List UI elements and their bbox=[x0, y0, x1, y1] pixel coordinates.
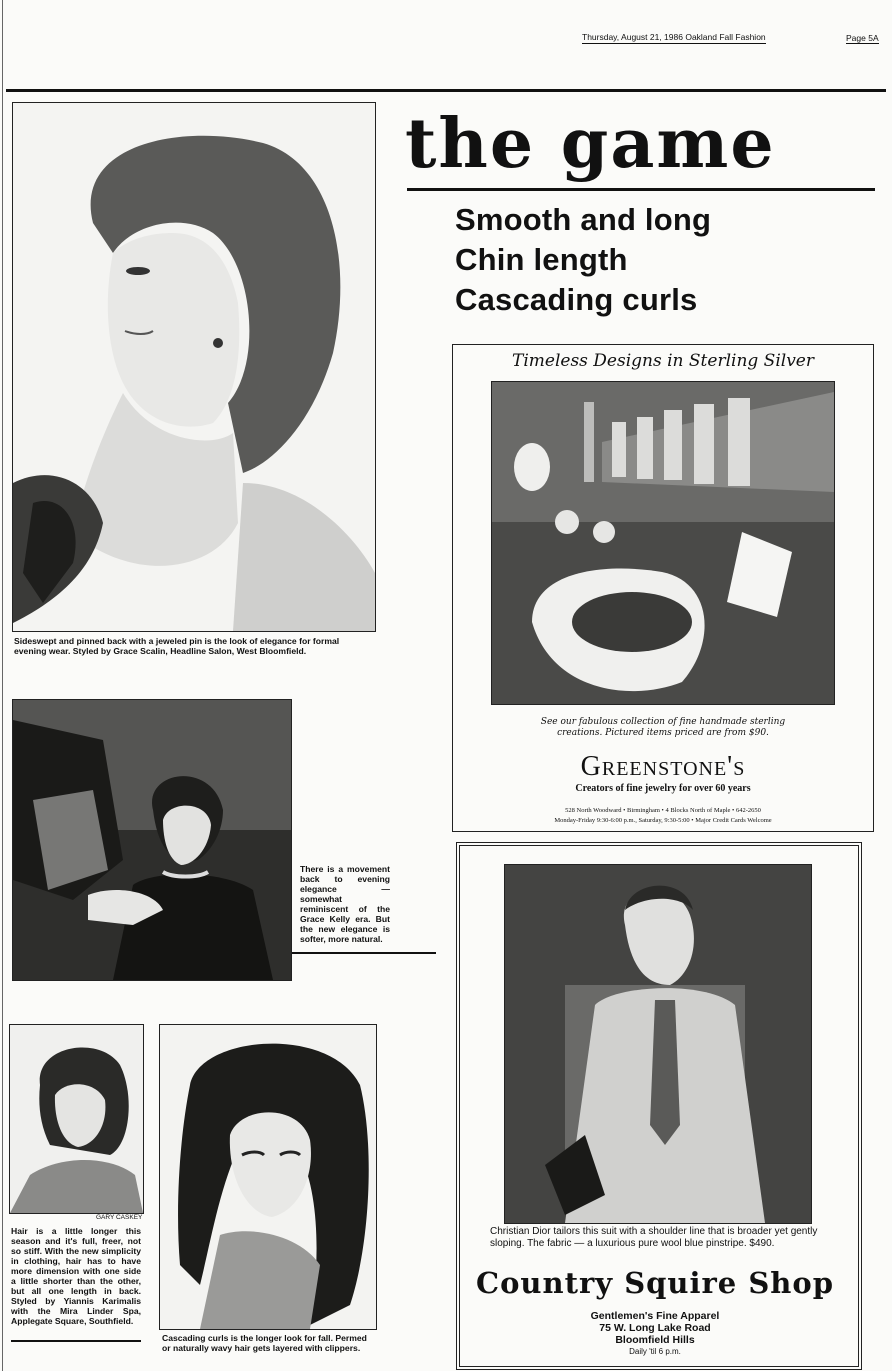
dateline: Thursday, August 21, 1986 Oakland Fall Fashion bbox=[582, 32, 766, 42]
silver-jewelry-photo bbox=[491, 381, 835, 705]
section-title: the game bbox=[405, 104, 776, 184]
country-squire-line3: Bloomfield Hills bbox=[615, 1334, 695, 1346]
country-squire-ad bbox=[456, 842, 862, 1370]
country-squire-brand: Country Squire Shop bbox=[475, 1266, 834, 1300]
photo-credit: GARY CASKEY bbox=[96, 1214, 143, 1221]
country-squire-line2: 75 W. Long Lake Road bbox=[599, 1322, 711, 1334]
headline-list bbox=[455, 200, 855, 320]
curls-photo bbox=[159, 1024, 377, 1330]
headline-3: Cascading curls bbox=[455, 282, 698, 317]
middle-caption-rule bbox=[292, 952, 436, 954]
header-rule bbox=[6, 89, 886, 92]
elegance-photo bbox=[12, 699, 292, 981]
left-margin-rule bbox=[2, 0, 3, 1371]
title-rule bbox=[407, 188, 875, 191]
curls-photo-caption: Cascading curls is the longer look for fall. Permed or naturally wavy hair gets layered with clippers. bbox=[162, 1333, 367, 1353]
middle-photo-caption: There is a movement back to evening elegance — somewhat reminiscent of the Grace Kelly era. But the new elegance is softer, more natural. bbox=[300, 864, 390, 944]
greenstones-address: 528 North Woodward • Birmingham • 4 Blocks North of Maple • 642-2650 bbox=[565, 807, 761, 814]
country-squire-copy: Christian Dior tailors this suit with a shoulder line that is broader yet gently sloping. The fabric — a luxurious pure wool blue pinstripe. $490. bbox=[490, 1226, 818, 1249]
bob-photo-caption: Hair is a little longer this season and it's full, freer, not so stiff. With the new simplicity in clothing, hair has to have more dimension with one side a little shorter than the other, but all one length in back. Styled by Yiannis Karimalis with the Mira Linder Spa, Applegate Square, Southfield. bbox=[11, 1226, 141, 1326]
headline-2: Chin length bbox=[455, 242, 628, 277]
main-photo-caption: Sideswept and pinned back with a jeweled pin is the look of elegance for formal evening wear. Styled by Grace Scalin, Headline Salon, West Bloomfield. bbox=[14, 636, 340, 656]
bob-caption-rule bbox=[11, 1340, 141, 1342]
greenstones-hours: Monday-Friday 9:30-6:00 p.m., Saturday, 9:30-5:00 • Major Credit Cards Welcome bbox=[554, 817, 772, 824]
greenstones-brand: Greenstone's bbox=[580, 751, 746, 782]
country-squire-line1: Gentlemen's Fine Apparel bbox=[590, 1310, 720, 1322]
page-number: Page 5A bbox=[846, 33, 879, 43]
greenstones-tagline: Timeless Designs in Sterling Silver bbox=[512, 351, 814, 371]
greenstones-slogan: Creators of fine jewelry for over 60 years bbox=[575, 783, 751, 794]
greenstones-copy: See our fabulous collection of fine handmade sterling creations. Pictured items priced are from $90. bbox=[540, 717, 786, 738]
headline-1: Smooth and long bbox=[455, 202, 712, 237]
country-squire-line4: Daily 'til 6 p.m. bbox=[629, 1347, 681, 1356]
dior-suit-photo bbox=[504, 864, 812, 1224]
bob-hair-photo bbox=[9, 1024, 144, 1214]
greenstones-ad bbox=[452, 344, 874, 832]
main-portrait-photo bbox=[12, 102, 376, 632]
